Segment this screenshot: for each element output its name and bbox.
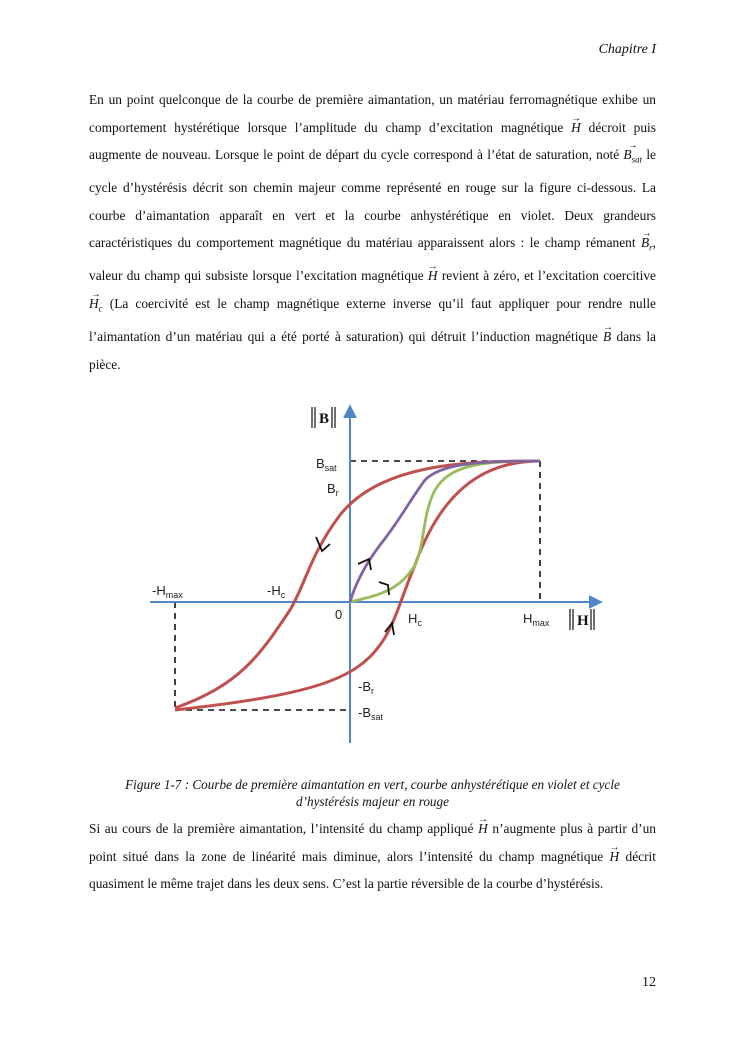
hysteresis-figure bbox=[140, 395, 620, 755]
label-neg-hc: $-H_c$ bbox=[267, 583, 286, 600]
first-magnetization-curve bbox=[350, 461, 540, 602]
label-origin: 0 bbox=[335, 607, 343, 622]
label-bsat: $B_{sat}$ bbox=[316, 456, 337, 473]
label-neg-br: $-B_r$ bbox=[358, 679, 374, 696]
page-number: 12 bbox=[642, 975, 656, 990]
x-axis-title bbox=[570, 609, 594, 630]
paragraph-hysteresis-intro: En un point quelconque de la courbe de première aimantation, un matériau ferromagnétique exhibe un comportement hystérétique lorsque l’amplitude du champ d’excitation magnétique → H décroit puis augmente de nouveau. Lorsque le point de départ du cycle correspond à l’état de saturation, noté → $B_{sat}$ le cycle d’hystérésis décrit son chemin majeur comme représenté en rouge sur la figure ci-dessous. La courbe d’aimantation apparaît en vert et la courbe anhystérétique en violet. Deux grandeurs caractéristiques du comportement magnétique du matériau apparaissent alors : le champ rémanent → $B_r$, valeur du champ qui subsiste lorsque l’excitation magnétique → H revient à zéro, et l’excitation coercitive → $H_c$ (La coercivité est le champ magnétique externe inverse qu’il faut appliquer pour rendre nulle l’aimantation d’un matériau qui a été porté à saturation) qui détruit l’induction magnétique → B dans la pièce. bbox=[89, 86, 656, 378]
vector-hc: → $H_c$ bbox=[89, 290, 103, 323]
vector-h: → H bbox=[610, 843, 620, 871]
svg-text:H: H bbox=[577, 613, 589, 629]
anhysteretic-curve bbox=[350, 461, 540, 602]
vector-bsat: → $B_{sat}$ bbox=[623, 141, 642, 174]
label-neg-bsat: $-B_{sat}$ bbox=[358, 705, 384, 722]
svg-text:B: B bbox=[319, 411, 330, 427]
vector-h: → H bbox=[571, 114, 581, 142]
label-hmax: $H_{max}$ bbox=[523, 611, 550, 628]
label-hc: $H_c$ bbox=[408, 611, 422, 628]
label-neg-hmax: $-H_{max}$ bbox=[152, 583, 183, 600]
vector-b: → B bbox=[603, 323, 611, 351]
vector-h: → H bbox=[428, 262, 438, 290]
chapter-header: Chapitre I bbox=[598, 42, 656, 57]
vector-br: → $B_r$ bbox=[641, 229, 653, 262]
paragraph-reversible-part: Si au cours de la première aimantation, l’intensité du champ appliqué → H n’augmente plus à partir d’un point situé dans la zone de linéarité mais diminue, alors l’intensité du champ magnétique → H décrit quasiment le même trajet dans les deux sens. C’est la partie réversible de la courbe d’hystérésis. bbox=[89, 815, 656, 898]
label-br: $B_r$ bbox=[327, 481, 339, 498]
figure-caption: Figure 1-7 : Courbe de première aimantation en vert, courbe anhystérétique en violet et cycle d’hystérésis majeur en rouge bbox=[125, 777, 620, 809]
vector-h: → H bbox=[478, 815, 488, 843]
y-axis-title bbox=[312, 407, 335, 428]
